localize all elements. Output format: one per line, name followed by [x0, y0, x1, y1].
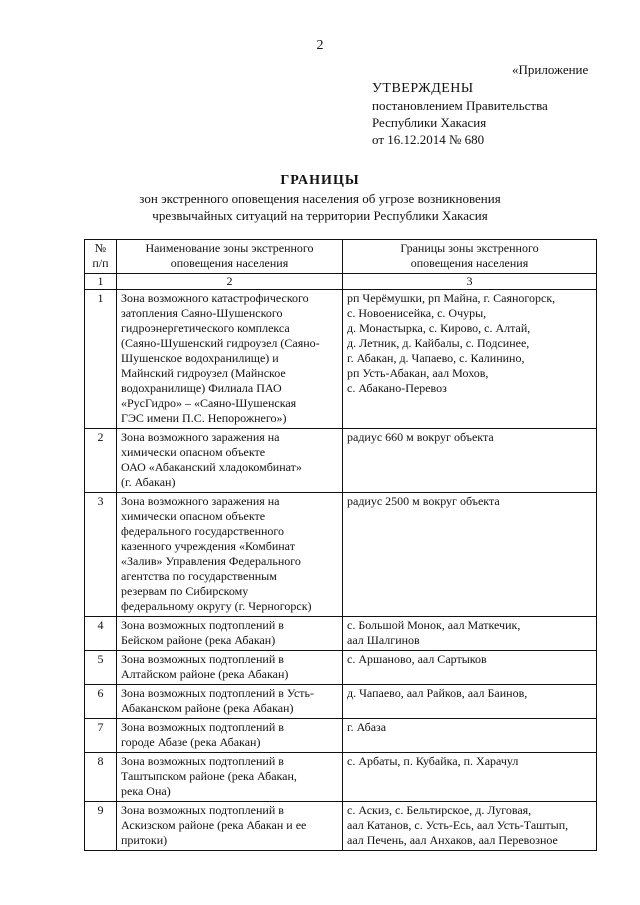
zone-name-cell-line: водохранилище) Филиала ПАО [121, 381, 282, 395]
zone-name-cell-line: (Саяно-Шушенский гидроузел (Саяно- [121, 336, 320, 350]
zone-name-cell [117, 685, 343, 719]
zone-name-cell-line: федеральному округу (г. Черногорск) [121, 599, 312, 613]
zone-name-cell-line: федерального государственного [121, 524, 285, 538]
zone-bounds-cell-line: с. Аскиз, с. Бельтирское, д. Луговая, [347, 803, 532, 817]
zone-bounds-cell-line: аал Печень, аал Анхаков, аал Перевозное [347, 833, 558, 847]
table-row [85, 493, 597, 617]
index-cell-1: 1 [85, 274, 117, 290]
row-number: 5 [85, 651, 117, 685]
zone-bounds-cell-line: с. Большой Монок, аал Маткечик, [347, 618, 521, 632]
zone-name-cell-line: ГЭС имени П.С. Непорожнего») [121, 411, 287, 425]
zone-name-cell-line: «РусГидро» – «Саяно-Шушенская [121, 396, 297, 410]
zone-bounds-cell-line: с. Арбаты, п. Кубайка, п. Харачул [347, 754, 519, 768]
row-number: 2 [85, 429, 117, 493]
zone-name-cell-line: Таштыпском районе (река Абакан, [121, 769, 297, 783]
zone-bounds-cell [343, 685, 597, 719]
zones-table [84, 239, 597, 851]
zone-bounds-cell [343, 617, 597, 651]
table-row [85, 719, 597, 753]
zone-bounds-cell-line: рп Усть-Абакан, аал Мохов, [347, 366, 489, 380]
zone-name-cell-line: (г. Абакан) [121, 475, 176, 489]
zone-bounds-cell [343, 719, 597, 753]
zone-bounds-cell-line: г. Абаза [347, 720, 387, 734]
zone-bounds-cell [343, 651, 597, 685]
table-index-row [85, 274, 597, 290]
zone-name-cell-line: гидроэнергетического комплекса [121, 321, 290, 335]
header-zone-name: Наименование зоны экстренного оповещения населения [117, 240, 343, 274]
zone-name-cell-line: Зона возможных подтоплений в Усть- [121, 686, 315, 700]
index-cell-3: 3 [343, 274, 597, 290]
zone-bounds-cell-line: аал Шалгинов [347, 633, 420, 647]
row-number: 3 [85, 493, 117, 617]
zone-name-cell-line: Абаканском районе (река Абакан) [121, 701, 294, 715]
zone-name-cell [117, 651, 343, 685]
zone-name-cell-line: Зона возможного заражения на [121, 430, 280, 444]
table-row [85, 753, 597, 802]
zone-name-cell-line: Майнский гидроузел (Майнское [121, 366, 286, 380]
header-num: № п/п [85, 240, 117, 274]
zone-name-cell-line: ОАО «Абаканский хладокомбинат» [121, 460, 302, 474]
approval-block [372, 80, 548, 148]
zone-name-cell-line: река Она) [121, 784, 171, 798]
zone-name-cell [117, 617, 343, 651]
zone-name-cell [117, 290, 343, 429]
zone-bounds-cell [343, 802, 597, 851]
zone-bounds-cell [343, 493, 597, 617]
zone-name-cell-line: резервам по Сибирскому [121, 584, 249, 598]
zone-name-cell-line: казенного учреждения «Комбинат [121, 539, 295, 553]
row-number: 6 [85, 685, 117, 719]
approval-line-1: постановлением Правительства [372, 98, 548, 113]
zone-bounds-cell-line: радиус 2500 м вокруг объекта [347, 494, 500, 508]
table-header-row [85, 240, 597, 274]
zone-name-cell-line: Зона возможных подтоплений в [121, 803, 284, 817]
zone-name-cell [117, 429, 343, 493]
row-number: 1 [85, 290, 117, 429]
zone-bounds-cell-line: г. Абакан, д. Чапаево, с. Калинино, [347, 351, 525, 365]
zone-name-cell-line: химически опасном объекте [121, 445, 266, 459]
zone-bounds-cell-line: рп Черёмушки, рп Майна, г. Саяногорск, [347, 291, 556, 305]
zone-name-cell-line: городе Абазе (река Абакан) [121, 735, 261, 749]
row-number: 7 [85, 719, 117, 753]
zone-bounds-cell-line: с. Абакано-Перевоз [347, 381, 447, 395]
title-sub-line-1: зон экстренного оповещения населения об угрозе возникновения [139, 191, 501, 206]
zones-table-body [85, 240, 597, 851]
approval-line-3: от 16.12.2014 № 680 [372, 132, 485, 147]
zone-name-cell [117, 493, 343, 617]
zone-name-cell-line: Зона возможных подтоплений в [121, 618, 284, 632]
zone-name-cell-line: затопления Саяно-Шушенского [121, 306, 283, 320]
zone-bounds-cell-line: аал Катанов, с. Усть-Есь, аал Усть-Таштып, [347, 818, 569, 832]
zone-name-cell [117, 802, 343, 851]
zone-name-cell-line: Аскизском районе (река Абакан и ее [121, 818, 307, 832]
approval-line-2: Республики Хакасия [372, 115, 487, 130]
zone-name-cell-line: агентства по государственным [121, 569, 277, 583]
zone-bounds-cell [343, 753, 597, 802]
table-row [85, 290, 597, 429]
zone-bounds-cell-line: с. Новоенисейка, с. Очуры, [347, 306, 487, 320]
title-sub-line-2: чрезвычайных ситуаций на территории Республики Хакасия [152, 208, 488, 223]
appendix-label: «Приложение [512, 62, 589, 77]
table-row [85, 802, 597, 851]
zone-name-cell-line: Шушенское водохранилище) и [121, 351, 279, 365]
header-zone-bounds: Границы зоны экстренного оповещения населения [343, 240, 597, 274]
zone-name-cell-line: Зона возможного катастрофического [121, 291, 309, 305]
zone-bounds-cell-line: с. Аршаново, аал Сартыков [347, 652, 487, 666]
row-number: 4 [85, 617, 117, 651]
table-row [85, 617, 597, 651]
zone-name-cell-line: Бейском районе (река Абакан) [121, 633, 276, 647]
zone-name-cell-line: «Залив» Управления Федерального [121, 554, 301, 568]
zone-bounds-cell [343, 429, 597, 493]
zone-bounds-cell [343, 290, 597, 429]
zone-name-cell-line: Зона возможных подтоплений в [121, 720, 284, 734]
table-row [85, 685, 597, 719]
zone-name-cell [117, 719, 343, 753]
zone-name-cell-line: притоки) [121, 833, 168, 847]
title-main: ГРАНИЦЫ [280, 173, 360, 188]
zone-name-cell-line: Зона возможных подтоплений в [121, 754, 284, 768]
approval-title: УТВЕРЖДЕНЫ [372, 81, 474, 96]
zone-bounds-cell-line: д. Летник, д. Кайбалы, с. Подсинее, [347, 336, 530, 350]
zone-bounds-cell-line: д. Монастырка, с. Кирово, с. Алтай, [347, 321, 531, 335]
zone-name-cell-line: Алтайском районе (река Абакан) [121, 667, 289, 681]
zone-bounds-cell-line: радиус 660 м вокруг объекта [347, 430, 494, 444]
document-title [0, 172, 640, 224]
row-number: 9 [85, 802, 117, 851]
page-number: 2 [316, 38, 324, 53]
zone-name-cell-line: химически опасном объекте [121, 509, 266, 523]
zone-name-cell-line: Зона возможных подтоплений в [121, 652, 284, 666]
zone-name-cell-line: Зона возможного заражения на [121, 494, 280, 508]
table-row [85, 651, 597, 685]
index-cell-2: 2 [117, 274, 343, 290]
table-row [85, 429, 597, 493]
zone-bounds-cell-line: д. Чапаево, аал Райков, аал Баинов, [347, 686, 528, 700]
row-number: 8 [85, 753, 117, 802]
zone-name-cell [117, 753, 343, 802]
